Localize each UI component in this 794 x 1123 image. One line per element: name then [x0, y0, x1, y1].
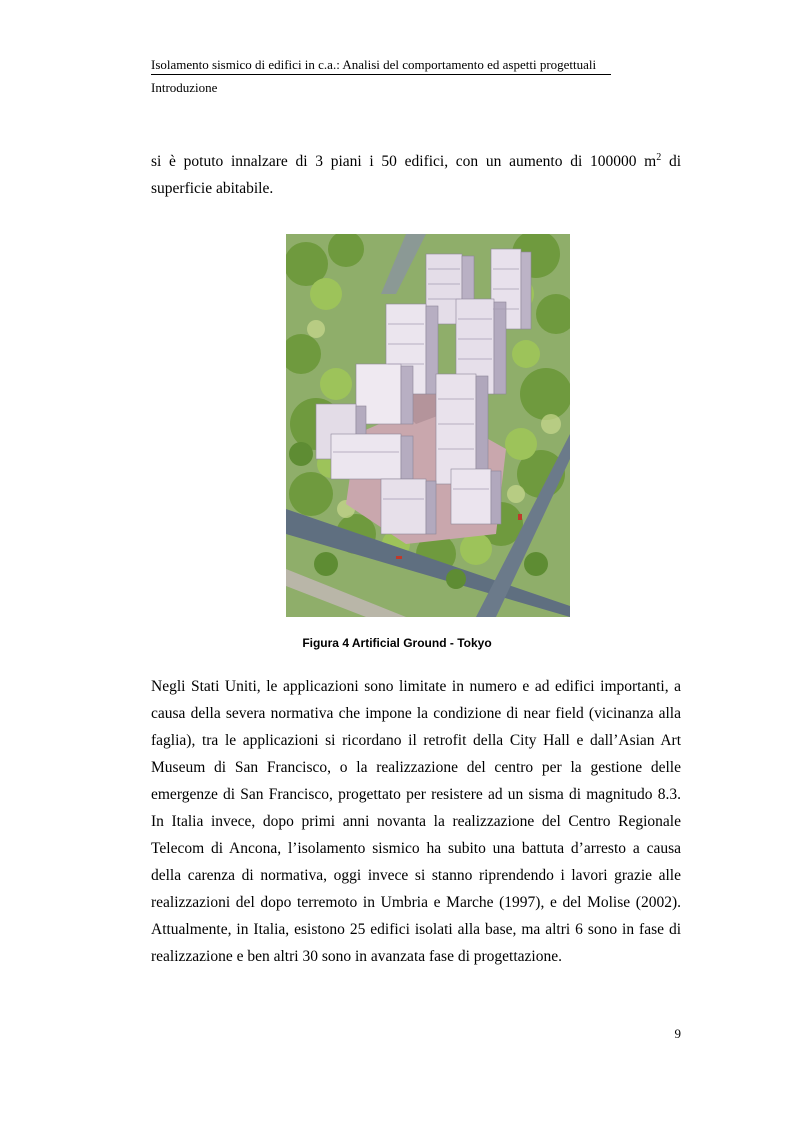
figure-caption: Figura 4 Artificial Ground - Tokyo — [302, 636, 492, 650]
body-paragraph: Negli Stati Uniti, le applicazioni sono limitate in numero e ad edifici importanti, a causa della severa normativa che impone la condizione di near field (vicinanza alla faglia), tra le applicazioni si ricordano il retrofit della City Hall e dall’Asian Art Museum di San Francisco, o la realizzazione del centro per la gestione delle emergenze di San Francisco, progettato per resistere ad un sisma di magnitudo 8.3. In Italia invece, dopo primi anni novanta la realizzazione del Centro Regionale Telecom di Ancona, l’isolamento sismico ha subito una battuta d’arresto a causa della carenza di normativa, oggi invece si stanno riprendendo i lavori grazie alle realizzazioni del dopo terremoto in Umbria e Marche (1997), e del Molise (2002). Attualmente, in Italia, esistono 25 edifici isolati alla base, ma altri 6 sono in fase di realizzazione e ben altri 30 sono in avanzata fase di progettazione. — [151, 678, 681, 965]
paragraph-continuation — [151, 148, 681, 202]
superscript-exponent: 2 — [656, 152, 662, 163]
aerial-city-illustration — [286, 234, 570, 617]
running-header-title: Isolamento sismico di edifici in c.a.: Analisi del comportamento ed aspetti progettuali — [151, 57, 611, 75]
paragraph-continuation-text: si è potuto innalzare di 3 piani i 50 edifici, con un aumento di 100000 m — [151, 153, 657, 170]
paragraph-continuation-text-end: di superficie abitabile. — [151, 153, 682, 197]
running-header-section: Introduzione — [151, 80, 218, 95]
figure-artificial-ground-image — [286, 234, 570, 617]
page-number: 9 — [674, 1026, 681, 1041]
